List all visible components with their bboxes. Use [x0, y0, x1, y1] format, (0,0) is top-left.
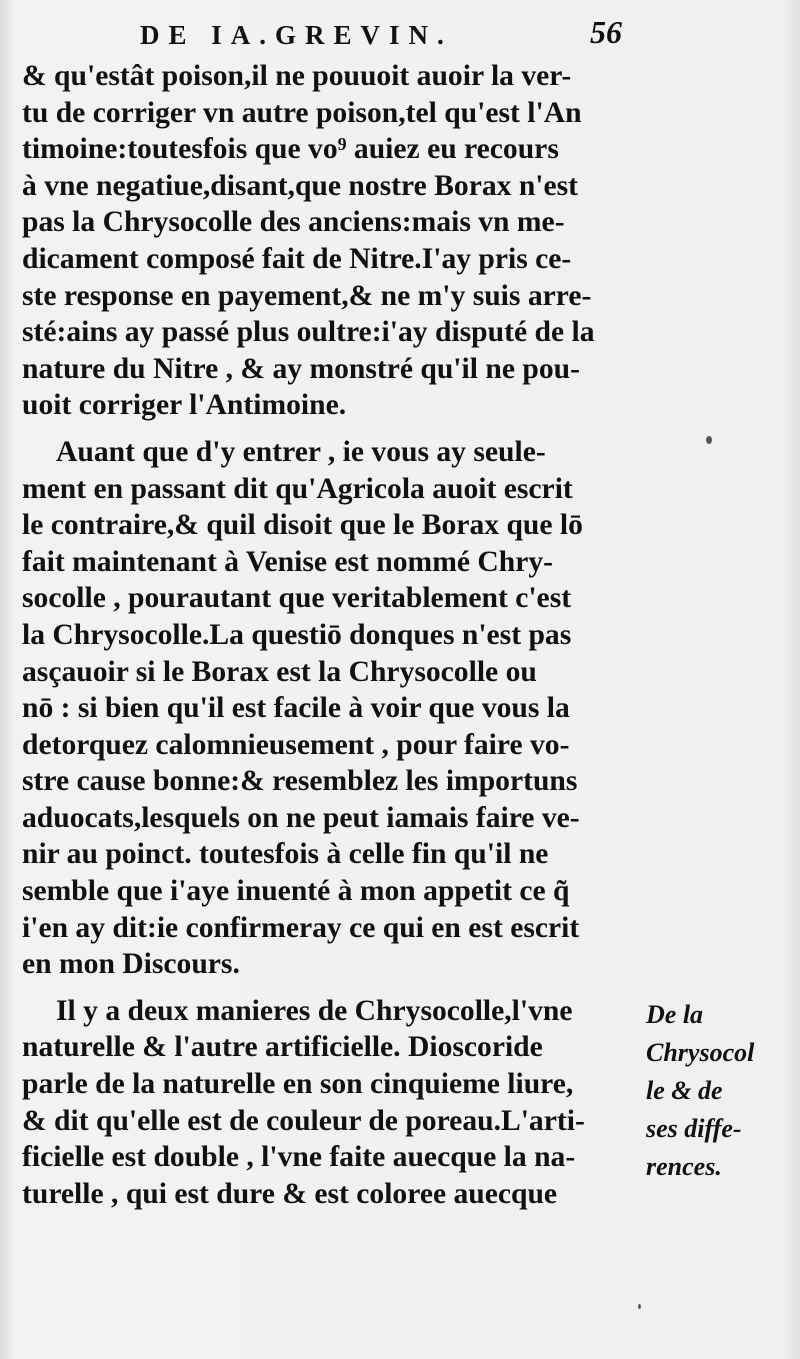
text-line: ment en passant dit qu'Agricola auoit escrit	[22, 472, 573, 505]
text-line: stre cause bonne:& resemblez les importuns	[22, 765, 578, 798]
page-number: 56	[590, 14, 622, 50]
text-line: semble que i'aye inuenté à mon appetit ce q̃	[22, 875, 570, 908]
text-line: Auant que d'y entrer , ie vous ay seule-	[56, 435, 546, 468]
text-line: parle de la naturelle en son cinquieme liure,	[22, 1068, 574, 1101]
marginal-note-line: Chrysocol	[646, 1038, 755, 1067]
ink-speck	[638, 1304, 641, 1309]
text-line: nature du Nitre , & ay monstré qu'il ne pou-	[22, 352, 580, 385]
marginal-note-line: rences.	[646, 1152, 722, 1181]
marginal-note-line: De la	[646, 1000, 704, 1029]
text-line: dicament composé fait de Nitre.I'ay pris ce-	[22, 242, 572, 275]
text-line: timoine:toutesfois que vo⁹ auiez eu recours	[22, 133, 559, 166]
text-line: la Chrysocolle.La questiō donques n'est pas	[22, 618, 572, 651]
text-line: Il y a deux manieres de Chrysocolle,l'vne	[56, 994, 573, 1027]
ink-speck	[706, 436, 712, 444]
running-head: DE IA.GREVIN.	[140, 20, 453, 50]
text-line: en mon Discours.	[22, 948, 240, 981]
text-line: tu de corriger vn autre poison,tel qu'est l'An	[22, 96, 582, 129]
text-line: pas la Chrysocolle des anciens:mais vn me-	[22, 206, 565, 239]
text-line: ficielle est double , l'vne faite auecque la na-	[22, 1141, 576, 1174]
text-line: & dit qu'elle est de couleur de poreau.L'arti-	[22, 1104, 585, 1137]
text-line: nir au poinct. toutesfois à celle fin qu'il ne	[22, 838, 549, 871]
text-line: le contraire,& quil disoit que le Borax que lō	[22, 509, 583, 542]
text-line: aduocats,lesquels on ne peut iamais faire ve-	[22, 801, 580, 834]
marginal-note-line: le & de	[646, 1076, 723, 1105]
text-line: socolle , pourautant que veritablement c'est	[22, 582, 572, 615]
text-line: naturelle & l'autre artificielle. Dioscoride	[22, 1031, 543, 1064]
text-line: uoit corriger l'Antimoine.	[22, 389, 347, 422]
text-line: nō : si bien qu'il est facile à voir que vous la	[22, 692, 570, 725]
marginal-note-line: ses diffe-	[646, 1114, 742, 1143]
text-line: i'en ay dit:ie confirmeray ce qui en est escrit	[22, 911, 580, 944]
marginal-note	[646, 996, 798, 1186]
text-line: ste response en payement,& ne m'y suis arre-	[22, 279, 592, 312]
text-line: à vne negatiue,disant,que nostre Borax n'est	[22, 169, 579, 202]
text-line: asçauoir si le Borax est la Chrysocolle ou	[22, 655, 537, 688]
text-line: turelle , qui est dure & est coloree auecque	[22, 1177, 558, 1210]
text-line: detorquez calomnieusement , pour faire vo-	[22, 728, 570, 761]
text-line: fait maintenant à Venise est nommé Chry-	[22, 545, 554, 578]
main-text	[22, 58, 634, 1212]
page-header	[22, 14, 642, 54]
text-line: sté:ains ay passé plus oultre:i'ay disputé de la	[22, 316, 595, 349]
text-line: & qu'estât poison,il ne pouuoit auoir la ver-	[22, 60, 572, 92]
